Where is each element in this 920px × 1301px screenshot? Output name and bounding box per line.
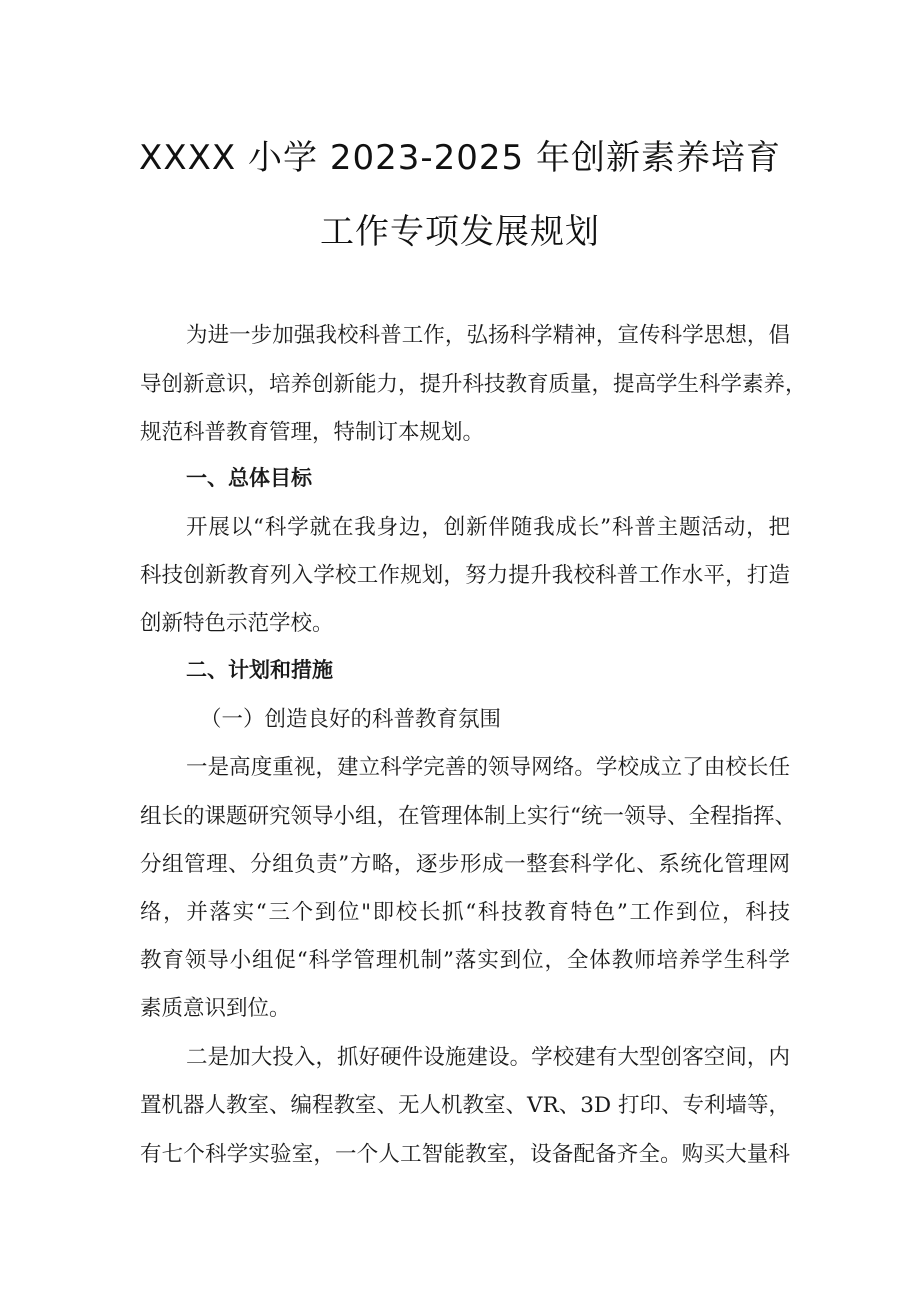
section-2-heading: 二、计划和措施 [186,658,333,682]
paragraph-1-line: 分组管理、分组负责”方略，逐步形成一整套科学化、系统化管理网 [140,852,790,877]
section-1-line: 创新特色示范学校。 [140,611,334,636]
section-2-subheading: （一）创造良好的科普教育氛围 [200,707,502,732]
document-title-line-2: 工作专项发展规划 [320,212,600,252]
paragraph-1-line: 组长的课题研究领导小组，在管理体制上实行“统一领导、全程指挥、 [140,804,796,829]
section-1-line: 开展以“科学就在我身边，创新伴随我成长”科普主题活动，把 [186,515,790,540]
paragraph-1-line: 素质意识到位。 [140,996,291,1021]
paragraph-1-line: 一是高度重视，建立科学完善的领导网络。学校成立了由校长任 [186,755,790,780]
paragraph-1-line: 教育领导小组促“科学管理机制”落实到位，全体教师培养学生科学 [140,948,790,973]
intro-line: 为进一步加强我校科普工作，弘扬科学精神，宣传科学思想，倡 [186,323,790,348]
paragraph-2-line: 二是加大投入，抓好硬件设施建设。学校建有大型创客空间，内 [186,1045,790,1070]
section-1-heading: 一、总体目标 [186,466,312,490]
intro-line: 导创新意识，培养创新能力，提升科技教育质量，提高学生科学素养， [140,372,807,397]
section-1-line: 科技创新教育列入学校工作规划，努力提升我校科普工作水平，打造 [140,563,790,588]
paragraph-1-line: 络，并落实“三个到位"即校长抓“科技教育特色”工作到位，科技 [140,900,790,925]
intro-line: 规范科普教育管理，特制订本规划。 [140,420,485,445]
document-title-line-1: XXXX 小学 2023-2025 年创新素养培育 [139,138,781,178]
paragraph-2-line: 有七个科学实验室，一个人工智能教室，设备配备齐全。购买大量科 [140,1142,790,1167]
paragraph-2-line: 置机器人教室、编程教室、无人机教室、VR、3D 打印、专利墙等， [140,1093,790,1118]
